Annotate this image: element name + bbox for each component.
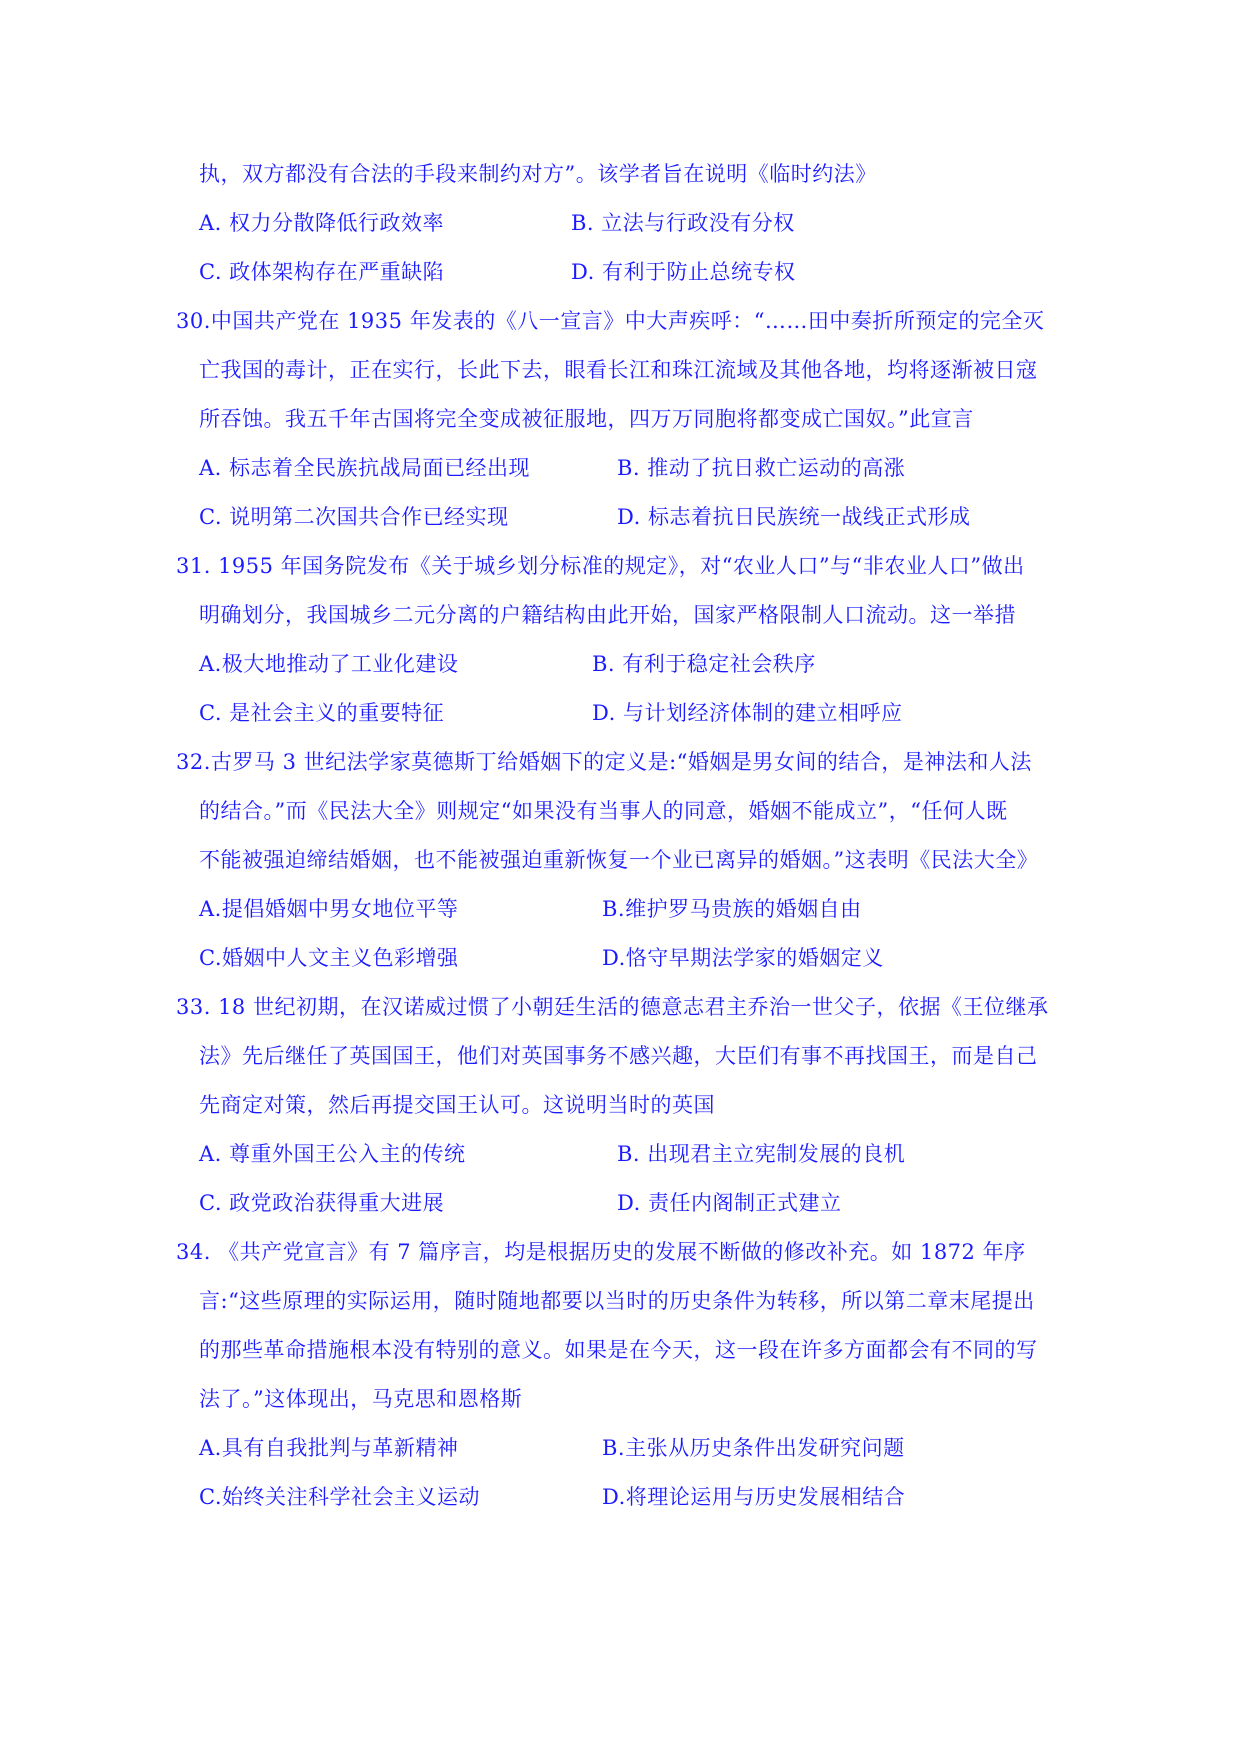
question-32-stem-line-2: 的结合。”而《民法大全》则规定“如果没有当事人的同意，婚姻不能成立”，“任何人既 <box>199 799 1008 823</box>
question-34-stem-line-3: 的那些革命措施根本没有特别的意义。如果是在今天，这一段在许多方面都会有不同的写 <box>199 1338 1038 1362</box>
question-30-option-c: C. 说明第二次国共合作已经实现 <box>199 505 509 529</box>
question-30-stem-line-2: 亡我国的毒计，正在实行，长此下去，眼看长江和珠江流域及其他各地，均将逐渐被日寇 <box>199 358 1038 382</box>
question-30-option-a: A. 标志着全民族抗战局面已经出现 <box>199 456 531 480</box>
question-34-option-b: B.主张从历史条件出发研究问题 <box>602 1436 905 1460</box>
question-32-option-c: C.婚姻中人文主义色彩增强 <box>199 946 459 970</box>
question-29-stem-tail: 执，双方都没有合法的手段来制约对方”。该学者旨在说明《临时约法》 <box>199 162 877 186</box>
question-29-option-a: A. 权力分散降低行政效率 <box>199 211 445 235</box>
question-30-option-d: D. 标志着抗日民族统一战线正式形成 <box>617 505 971 529</box>
question-29-option-c: C. 政体架构存在严重缺陷 <box>199 260 445 284</box>
question-33-stem-line-1: 33. 18 世纪初期，在汉诺威过惯了小朝廷生活的德意志君主乔治一世父子，依据《王位继承 <box>176 995 1049 1019</box>
question-32-option-b: B.维护罗马贵族的婚姻自由 <box>602 897 862 921</box>
question-33-option-c: C. 政党政治获得重大进展 <box>199 1191 445 1215</box>
question-33-stem-line-3: 先商定对策，然后再提交国王认可。这说明当时的英国 <box>199 1093 715 1117</box>
question-34-option-a: A.具有自我批判与革新精神 <box>199 1436 459 1460</box>
question-31-option-c: C. 是社会主义的重要特征 <box>199 701 445 725</box>
question-34-option-c: C.始终关注科学社会主义运动 <box>199 1485 480 1509</box>
question-34-option-d: D.将理论运用与历史发展相结合 <box>602 1485 906 1509</box>
question-33-option-d: D. 责任内阁制正式建立 <box>617 1191 842 1215</box>
question-30-stem-line-1: 30.中国共产党在 1935 年发表的《八一宣言》中大声疾呼：“……田中奏折所预定的完全灭 <box>176 309 1045 333</box>
question-34-stem-line-1: 34. 《共产党宣言》有 7 篇序言，均是根据历史的发展不断做的修改补充。如 1872 年序 <box>176 1240 1026 1264</box>
question-34-stem-line-4: 法了。”这体现出，马克思和恩格斯 <box>199 1387 523 1411</box>
question-31-stem-line-2: 明确划分，我国城乡二元分离的户籍结构由此开始，国家严格限制人口流动。这一举措 <box>199 603 1016 627</box>
question-33-option-a: A. 尊重外国王公入主的传统 <box>199 1142 466 1166</box>
question-32-option-a: A.提倡婚姻中男女地位平等 <box>199 897 459 921</box>
question-30-option-b: B. 推动了抗日救亡运动的高涨 <box>617 456 906 480</box>
question-32-stem-line-1: 32.古罗马 3 世纪法学家莫德斯丁给婚姻下的定义是:“婚姻是男女间的结合，是神法和人法 <box>176 750 1032 774</box>
question-29-option-d: D. 有利于防止总统专权 <box>571 260 796 284</box>
question-32-stem-line-3: 不能被强迫缔结婚姻，也不能被强迫重新恢复一个业已离异的婚姻。”这表明《民法大全》 <box>199 848 1039 872</box>
question-33-stem-line-2: 法》先后继任了英国国王，他们对英国事务不感兴趣，大臣们有事不再找国王，而是自己 <box>199 1044 1038 1068</box>
question-31-stem-line-1: 31. 1955 年国务院发布《关于城乡划分标准的规定》，对“农业人口”与“非农业人口”做出 <box>176 554 1025 578</box>
question-34-stem-line-2: 言:“这些原理的实际运用，随时随地都要以当时的历史条件为转移，所以第二章末尾提出 <box>199 1289 1035 1313</box>
question-31-option-b: B. 有利于稳定社会秩序 <box>592 652 816 676</box>
question-33-option-b: B. 出现君主立宪制发展的良机 <box>617 1142 906 1166</box>
question-32-option-d: D.恪守早期法学家的婚姻定义 <box>602 946 884 970</box>
question-31-option-a: A.极大地推动了工业化建设 <box>199 652 459 676</box>
question-30-stem-line-3: 所吞蚀。我五千年古国将完全变成被征服地，四万万同胞将都变成亡国奴。”此宣言 <box>199 407 974 431</box>
question-31-option-d: D. 与计划经济体制的建立相呼应 <box>592 701 903 725</box>
question-29-option-b: B. 立法与行政没有分权 <box>571 211 795 235</box>
